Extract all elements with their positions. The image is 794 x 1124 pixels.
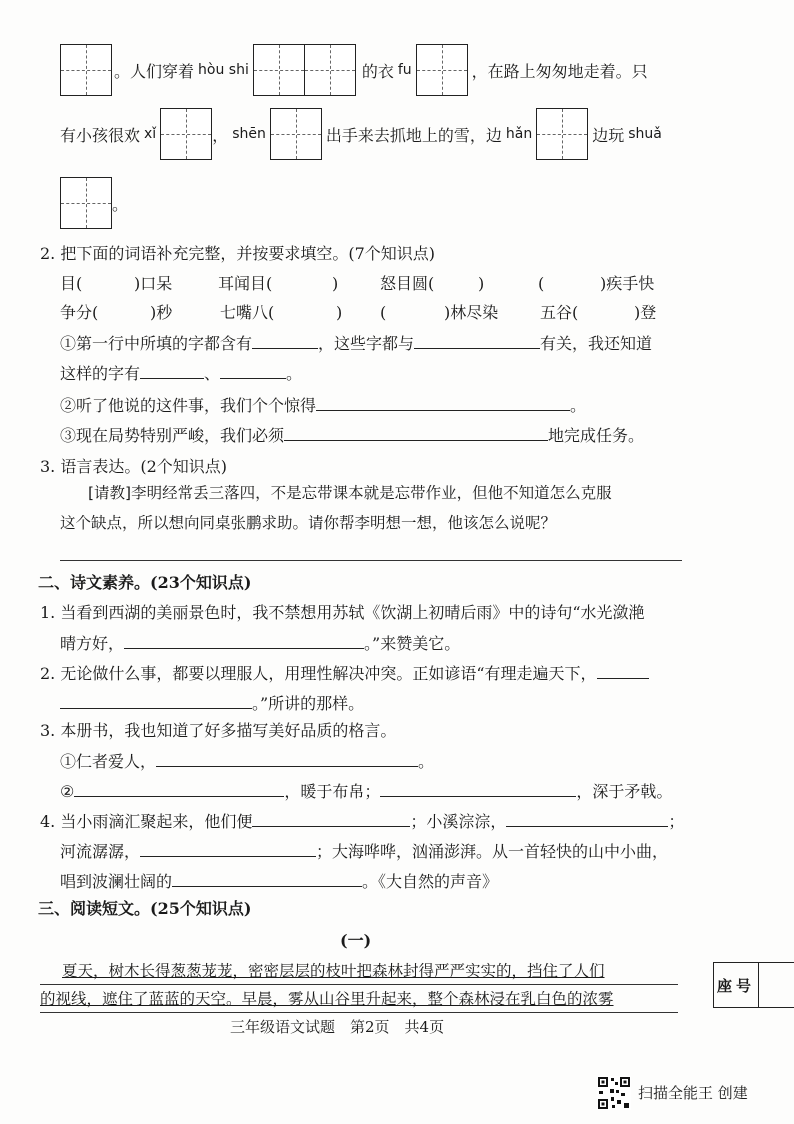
passage-rule-1: [40, 984, 678, 985]
q1-line2: 有小孩很欢 xǐ ， shēn 出手来去抓地上的雪，边 hǎn 边玩 shuǎ: [60, 108, 666, 160]
answer-blank[interactable]: [252, 810, 410, 827]
answer-blank[interactable]: [140, 362, 204, 379]
q2-sub2: ②听了他说的这件事，我们个个惊得 。: [60, 396, 587, 415]
char-grid-box[interactable]: [416, 44, 468, 96]
s2-q4-line3: 唱到波澜壮阔的 。《大自然的声音》: [60, 872, 499, 891]
seat-number-box: [713, 962, 794, 1008]
scanner-watermark: 扫描全能王 创建: [638, 1084, 748, 1102]
answer-blank[interactable]: [60, 692, 252, 709]
answer-blank[interactable]: [380, 780, 576, 797]
char-grid-box[interactable]: [304, 44, 356, 96]
q2-sub3: ③现在局势特别严峻，我们必须 地完成任务。: [60, 426, 645, 445]
char-grid-box[interactable]: [60, 44, 112, 96]
q1-line1: 。人们穿着 hòu shi 的衣 fu ，在路上匆匆地走着。只: [60, 44, 648, 96]
passage-rule-2: [40, 1012, 678, 1013]
char-grid-box[interactable]: [60, 177, 112, 229]
passage-line2: 的视线，遮住了蓝蓝的天空。早晨，雾从山谷里升起来，整个森林浸在乳白色的浓雾: [40, 990, 614, 1008]
s2-q3-line3: ② ，暖于布帛； ，深于矛戟。: [60, 782, 673, 801]
page-footer: 三年级语文试题 第2页 共4页: [230, 1018, 445, 1036]
answer-blank[interactable]: [74, 780, 284, 797]
s2-q1-line1: 1. 当看到西湖的美丽景色时，我不禁想用苏轼《饮湖上初晴后雨》中的诗句“水光潋滟: [40, 603, 645, 622]
s2-q1-line2: 晴方好， 。”来赞美它。: [60, 634, 461, 653]
answer-blank[interactable]: [156, 750, 418, 767]
s2-q4-line1: 4. 当小雨滴汇聚起来，他们便 ；小溪淙淙， ；: [40, 812, 685, 831]
qr-code-icon: [597, 1076, 631, 1110]
char-grid-box[interactable]: [536, 108, 588, 160]
q3-title: 3. 语言表达。(2个知识点): [40, 457, 228, 476]
answer-blank[interactable]: [316, 394, 570, 411]
char-grid-box[interactable]: [270, 108, 322, 160]
s2-q4-line2: 河流潺潺， ；大海哗哗，汹涌澎湃。从一首轻快的山中小曲，: [60, 842, 669, 861]
q2-title: 2. 把下面的词语补充完整，并按要求填空。(7个知识点): [40, 244, 436, 263]
answer-blank[interactable]: [414, 332, 540, 349]
answer-blank[interactable]: [252, 332, 318, 349]
answer-blank[interactable]: [597, 662, 649, 679]
answer-blank[interactable]: [172, 870, 362, 887]
q2-sub1-line2: 这样的字有 、 。: [60, 364, 303, 383]
s2-q2-line2: 。”所讲的那样。: [60, 692, 364, 715]
char-grid-box[interactable]: [253, 44, 305, 96]
s2-q3-line1: 3. 本册书，我也知道了好多描写美好品质的格言。: [40, 721, 397, 740]
answer-blank[interactable]: [284, 424, 548, 441]
s2-q2-line1: 2. 无论做什么事，都要以理服人，用理性解决冲突。正如谚语“有理走遍天下，: [40, 662, 649, 685]
answer-blank[interactable]: [140, 840, 316, 857]
answer-blank[interactable]: [220, 362, 286, 379]
answer-blank[interactable]: [124, 632, 364, 649]
q1-line3: 。: [60, 177, 128, 229]
q3-answer-line[interactable]: [60, 560, 682, 561]
char-grid-box[interactable]: [160, 108, 212, 160]
answer-blank[interactable]: [506, 810, 668, 827]
s2-q3-line2: ①仁者爱人， 。: [60, 752, 435, 771]
passage-line1: 夏天，树木长得葱葱茏茏，密密层层的枝叶把森林封得严严实实的，挡住了人们: [62, 962, 605, 980]
seat-number-field[interactable]: [759, 963, 794, 1007]
q3-prompt-line1: [请教]李明经常丢三落四，不是忘带课本就是忘带作业，但他不知道怎么克服: [88, 484, 612, 502]
q2-sub1-line1: ①第一行中所填的字都含有 ，这些字都与 有关，我还知道: [60, 334, 653, 353]
q3-prompt-line2: 这个缺点，所以想向同桌张鹏求助。请你帮李明想一想，他该怎么说呢？: [60, 514, 557, 532]
passage-number: (一): [340, 931, 372, 950]
section3-title: 三、阅读短文。(25个知识点): [38, 899, 252, 918]
section2-title: 二、诗文素养。(23个知识点): [38, 573, 252, 592]
seat-number-label: 座号: [714, 963, 759, 1007]
